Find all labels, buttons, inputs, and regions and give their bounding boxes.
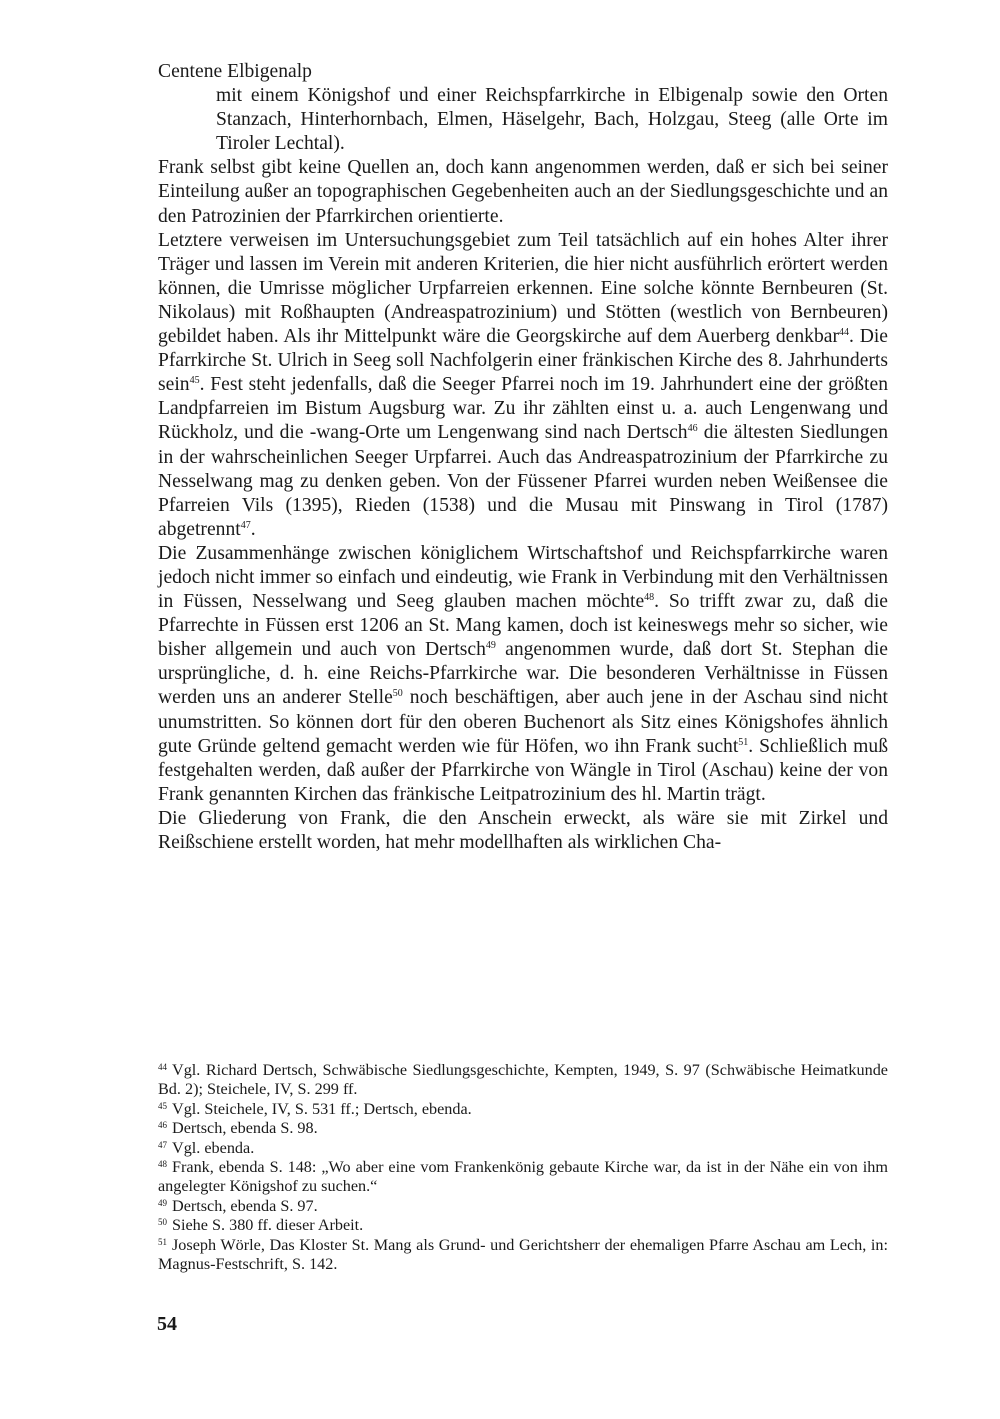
- paragraph-3-part-a: Die Zusammenhänge zwischen königlichem Wirtschaftshof und Reichspfarrkirche waren jedoch nicht immer so einfach und eindeutig, wie Frank in Verbindung mit den Verhältnissen in Füssen, Nesselwang und Seeg glauben machen möchte: [158, 542, 888, 613]
- paragraph-3-part-d: noch beschäftigen, aber auch jene in der Aschau sind nicht unumstritten. So können dort für den oberen Buchenort als Sitz eines Königshofes ähnlich gute Gründe geltend gemacht werden wie für Höfen, wo ihn Frank sucht: [158, 687, 888, 757]
- footnote-46: [158, 1119, 888, 1138]
- footnote-51: [158, 1236, 888, 1275]
- paragraph-2-part-b: . Die Pfarrkirche St. Ulrich in Seeg soll Nachfolgerin einer fränkischen Kirche des 8. Jahrhunderts sein: [158, 326, 888, 396]
- footnote-text: Dertsch, ebenda S. 97.: [172, 1196, 318, 1215]
- main-text: [158, 60, 888, 855]
- footnote-45: [158, 1100, 888, 1119]
- paragraph-4: Die Gliederung von Frank, die den Anschein erweckt, als wäre sie mit Zirkel und Reißschiene erstellt worden, hat mehr modellhaften als wirklichen Cha-: [158, 807, 888, 853]
- footnote-49: [158, 1197, 888, 1216]
- footnote-number: 45: [158, 1100, 167, 1111]
- page-number: 54: [157, 1313, 177, 1335]
- paragraph-2-part-a: Letztere verweisen im Untersuchungsgebiet zum Teil tatsächlich auf ein hohes Alter ihrer Träger und lassen im Verein mit anderen Kriterien, die hier nicht ausführlich erörtert werden können, die Umrisse möglicher Urpfarreien erkennen. Eine solche könnte Bernbeuren (St. Nikolaus) mit Roßhaupten (Andreaspatrozinium) und Stötten (westlich von Bernbeuren) gebildet haben. Als ihr Mittelpunkt wäre die Georgskirche auf dem Auerberg denkbar: [158, 229, 888, 348]
- paragraph-1: Frank selbst gibt keine Quellen an, doch kann angenommen werden, daß er sich bei seiner Einteilung außer an topographischen Gegebenheiten auch an der Siedlungsgeschichte und an den Patrozinien der Pfarrkirchen orientierte.: [158, 157, 888, 227]
- footnote-ref-45[interactable]: 45: [189, 375, 200, 387]
- footnote-ref-47[interactable]: 47: [240, 519, 251, 531]
- section-heading: Centene Elbigenalp: [158, 61, 312, 82]
- footnote-ref-48[interactable]: 48: [644, 592, 655, 604]
- footnote-text: Vgl. ebenda.: [172, 1138, 255, 1157]
- paragraph-3: [158, 542, 888, 807]
- section-heading-description: mit einem Königshof und einer Reichspfarrkirche in Elbigenalp sowie den Orten Stanzach, Hinterhornbach, Elmen, Häselgehr, Bach, Holzgau, Steeg (alle Orte im Tiroler Lechtal).: [216, 85, 888, 155]
- paragraph-3-part-c: angenommen wurde, daß dort St. Stephan die ursprüngliche, d. h. eine Reichs-Pfarrkirche war. Die besonderen Verhältnisse in Füssen werden uns an anderer Stelle: [158, 639, 888, 709]
- paragraph-3-part-b: . So trifft zwar zu, daß die Pfarrechte in Füssen erst 1206 an St. Mang kamen, doch ist keineswegs mehr so sicher, wie bisher allgemein und auch von Dertsch: [158, 591, 888, 661]
- footnote-ref-46[interactable]: 46: [687, 423, 698, 435]
- footnote-text: Dertsch, ebenda S. 98.: [172, 1119, 318, 1138]
- footnotes: [158, 1061, 888, 1274]
- footnote-47: [158, 1139, 888, 1158]
- footnote-number: 48: [158, 1159, 167, 1170]
- footnote-number: 46: [158, 1120, 167, 1131]
- footnote-48: [158, 1158, 888, 1197]
- footnote-text: Joseph Wörle, Das Kloster St. Mang als Grund- und Gerichtsherr der ehemaligen Pfarre Aschau am Lech, in: Magnus-Festschrift, S. 142.: [158, 1235, 888, 1274]
- paragraph-3-part-e: . Schließlich muß festgehalten werden, daß außer der Pfarrkirche von Wängle in Tirol (Aschau) keine der von Frank genannten Kirchen das fränkische Leitpatrozinium des hl. Martin trägt.: [158, 735, 889, 805]
- footnote-ref-44[interactable]: 44: [838, 327, 849, 339]
- footnote-ref-51[interactable]: 51: [738, 736, 749, 748]
- footnote-number: 47: [158, 1139, 167, 1150]
- paragraph-2-part-e: .: [250, 518, 256, 540]
- footnote-50: [158, 1216, 888, 1235]
- paragraph-2-part-c: . Fest steht jedenfalls, daß die Seeger Pfarrei noch im 19. Jahrhundert eine der größten Landpfarreien im Bistum Augsburg war. Zu ihr zählten einst u. a. auch Lengenwang und Rückholz, und die -wang-Orte um Lengenwang sind nach Dertsch: [158, 374, 888, 444]
- footnote-text: Vgl. Steichele, IV, S. 531 ff.; Dertsch, ebenda.: [172, 1099, 472, 1118]
- footnote-number: 51: [158, 1236, 167, 1247]
- footnote-ref-50[interactable]: 50: [392, 688, 403, 700]
- footnote-ref-49[interactable]: 49: [485, 640, 496, 652]
- footnote-44: [158, 1061, 888, 1100]
- footnote-text: Frank, ebenda S. 148: „Wo aber eine vom Frankenkönig gebaute Kirche war, da ist in der Nähe ein von ihm angelegter Königshof zu suchen.“: [158, 1158, 888, 1196]
- footnote-text: Vgl. Richard Dertsch, Schwäbische Siedlungsgeschichte, Kempten, 1949, S. 97 (Schwäbische Heimatkunde Bd. 2); Steichele, IV, S. 299 ff.: [158, 1061, 888, 1099]
- footnote-text: Siehe S. 380 ff. dieser Arbeit.: [172, 1216, 364, 1235]
- paragraph-2-part-d: die ältesten Siedlungen in der wahrscheinlichen Seeger Urpfarrei. Auch das Andreaspatrozinium der Pfarrkirche zu Nesselwang mag zu denken geben. Von der Füssener Pfarrei wurden neben Weißensee die Pfarreien Vils (1395), Rieden (1538) und die Musau mit Pinswang in Tirol (1787) abgetrennt: [158, 422, 888, 540]
- paragraph-2: [158, 229, 888, 542]
- footnote-number: 50: [158, 1217, 167, 1228]
- footnote-number: 49: [158, 1197, 167, 1208]
- footnote-number: 44: [158, 1062, 167, 1072]
